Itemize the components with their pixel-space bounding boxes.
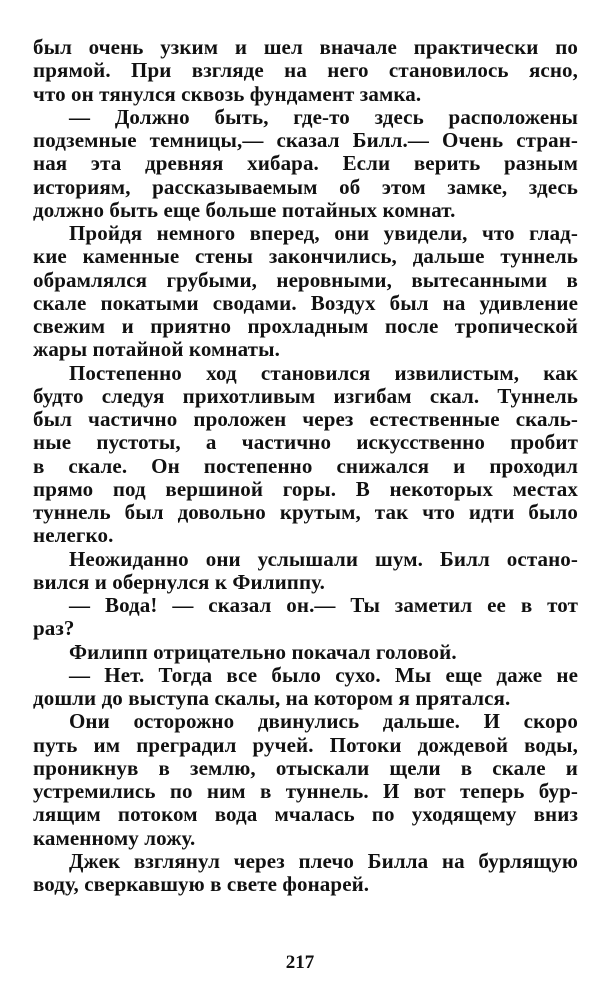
text-line: ная эта древняя хибара. Если верить разным: [33, 151, 578, 176]
text-line: Пройдя немного вперед, они увидели, что глад-: [69, 221, 578, 245]
text-line: Филипп отрицательно покачал головой.: [69, 639, 457, 664]
text-line: раз?: [33, 616, 75, 641]
text-line: ные пустоты, а частично искусственно пробит: [33, 430, 578, 455]
text-line: свежим и приятно прохладным после тропической: [33, 314, 578, 338]
text-line: историям, рассказываемым об этом замке, здесь: [33, 174, 578, 199]
text-line: Неожиданно они услышали шум. Билл остано-: [69, 546, 578, 571]
text-line: жары потайной комнаты.: [33, 337, 280, 362]
page-text: [33, 36, 578, 896]
text-line: прямо под вершиной горы. В некоторых местах: [33, 476, 578, 501]
text-line: воду, сверкавшую в свете фонарей.: [33, 872, 370, 896]
text-line: — Должно быть, где-то здесь расположены: [69, 104, 578, 129]
text-line: нелегко.: [33, 523, 114, 548]
text-line: прямой. При взгляде на него становилось ясно,: [33, 58, 578, 83]
text-line: лящим потоком вода мчалась по уходящему вниз: [33, 802, 578, 827]
text-line: устремились по ним в туннель. И вот теперь бур-: [33, 779, 578, 803]
text-line: что он тянулся сквозь фундамент замка.: [33, 81, 422, 106]
text-line: был очень узким и шел вначале практически по: [33, 35, 578, 59]
text-line: будто следуя прихотливым изгибам скал. Туннель: [33, 383, 578, 408]
text-line: — Вода! — сказал он.— Ты заметил ее в тот: [69, 593, 578, 617]
text-line: дошли до выступа скалы, на котором я прятался.: [33, 686, 511, 710]
text-line: вился и обернулся к Филиппу.: [33, 569, 326, 594]
text-line: кие каменные стены закончились, дальше туннель: [33, 244, 578, 269]
text-line: обрамлялся грубыми, неровными, вытесанными в: [33, 267, 578, 292]
text-line: путь им преградил ручей. Потоки дождевой воды,: [33, 732, 578, 757]
text-line: каменному ложу.: [33, 825, 196, 850]
text-line: Они осторожно двинулись дальше. И скоро: [69, 709, 578, 734]
text-line: Постепенно ход становился извилистым, как: [69, 360, 578, 385]
text-line: туннель был довольно крутым, так что идти было: [33, 500, 578, 524]
text-line: Джек взглянул через плечо Билла на бурлящую: [69, 848, 578, 873]
text-line: подземные темницы,— сказал Билл.— Очень стран-: [33, 128, 578, 152]
text-line: — Нет. Тогда все было сухо. Мы еще даже не: [69, 662, 578, 687]
text-line: проникнув в землю, отыскали щели в скале и: [33, 755, 578, 780]
text-line: должно быть еще больше потайных комнат.: [33, 197, 456, 222]
text-line: в скале. Он постепенно снижался и проходил: [33, 453, 578, 478]
text-line: скале покатыми сводами. Воздух был на удивление: [33, 290, 578, 315]
text-line: был частично проложен через естественные скаль-: [33, 407, 578, 431]
page-number: 217: [285, 952, 315, 973]
